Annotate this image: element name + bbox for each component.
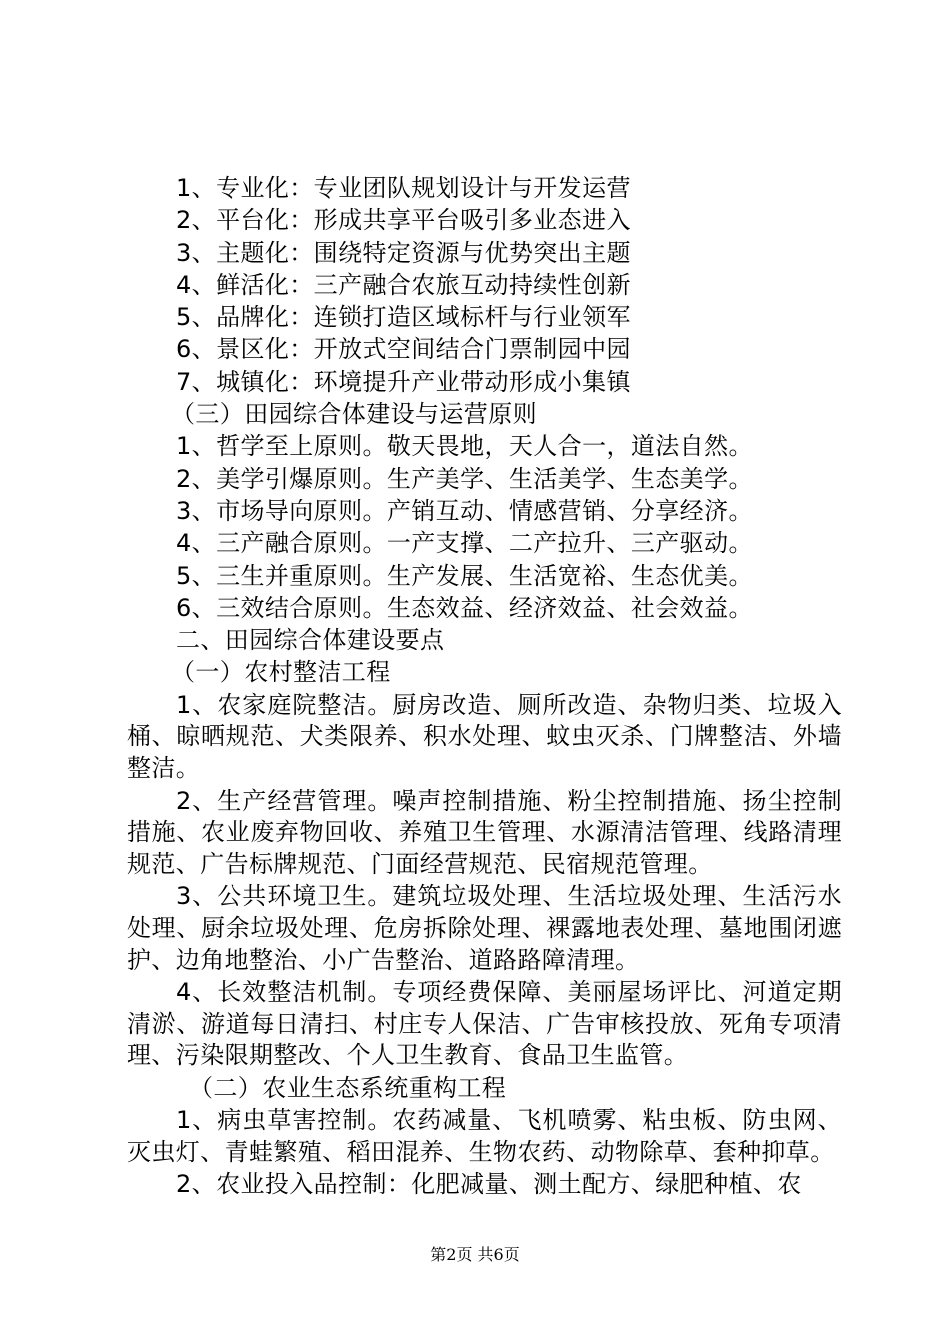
principles-list xyxy=(127,430,842,624)
subsection-heading: （一）农村整洁工程 xyxy=(171,658,391,687)
principle-item: 2、美学引爆原则。生产美学、生活美学、生态美学。 xyxy=(176,464,753,493)
subsection-heading: （二）农业生态系统重构工程 xyxy=(189,1073,507,1102)
principle-item: 1、哲学至上原则。敬天畏地，天人合一，道法自然。 xyxy=(176,432,753,461)
list-item: 1、专业化：专业团队规划设计与开发运营 xyxy=(176,174,631,202)
paragraph: 1、病虫草害控制。农药减量、飞机喷雾、粘虫板、防虫网、灭虫灯、青蛙繁殖、稻田混养、生物农药、动物除草、套种抑草。 xyxy=(127,1106,842,1166)
paragraph: 1、农家庭院整洁。厨房改造、厕所改造、杂物归类、垃圾入桶、晾晒规范、犬类限养、积水处理、蚊虫灭杀、门牌整洁、外墙整洁。 xyxy=(127,690,842,782)
principle-item: 3、市场导向原则。产销互动、情感营销、分享经济。 xyxy=(176,496,753,525)
list-item: 4、鲜活化：三产融合农旅互动持续性创新 xyxy=(176,270,631,299)
section-heading: （三）田园综合体建设与运营原则 xyxy=(171,400,537,429)
principle-item: 4、三产融合原则。一产支撑、二产拉升、三产驱动。 xyxy=(176,529,753,558)
paragraph: 3、公共环境卫生。建筑垃圾处理、生活垃圾处理、生活污水处理、厨余垃圾处理、危房拆除处理、裸露地表处理、墓地围闭遮护、边角地整治、小广告整治、道路路障清理。 xyxy=(127,882,842,974)
document-body xyxy=(127,172,842,1201)
principle-item: 6、三效结合原则。生态效益、经济效益、社会效益。 xyxy=(176,593,753,622)
list-item: 2、平台化：形成共享平台吸引多业态进入 xyxy=(176,206,631,235)
list-item: 7、城镇化：环境提升产业带动形成小集镇 xyxy=(176,367,631,396)
list-item: 5、品牌化：连锁打造区域标杆与行业领军 xyxy=(176,303,631,332)
page-number: 第2页 共6页 xyxy=(430,1245,520,1264)
paragraph: 4、长效整洁机制。专项经费保障、美丽屋场评比、河道定期清淤、游道每日清扫、村庄专人保洁、广告审核投放、死角专项清理、污染限期整改、个人卫生教育、食品卫生监管。 xyxy=(127,978,842,1070)
principle-item: 5、三生并重原则。生产发展、生活宽裕、生态优美。 xyxy=(176,561,753,590)
paragraph: 2、生产经营管理。噪声控制措施、粉尘控制措施、扬尘控制措施、农业废弃物回收、养殖卫生管理、水源清洁管理、线路清理规范、广告标牌规范、门面经营规范、民宿规范管理。 xyxy=(127,786,842,878)
list-items xyxy=(127,172,842,398)
chapter-heading: 二、田园综合体建设要点 xyxy=(176,626,445,655)
paragraph: 2、农业投入品控制：化肥减量、测土配方、绿肥种植、农 xyxy=(176,1170,802,1199)
list-item: 6、景区化：开放式空间结合门票制园中园 xyxy=(176,335,631,364)
list-item: 3、主题化：围绕特定资源与优势突出主题 xyxy=(176,238,631,267)
